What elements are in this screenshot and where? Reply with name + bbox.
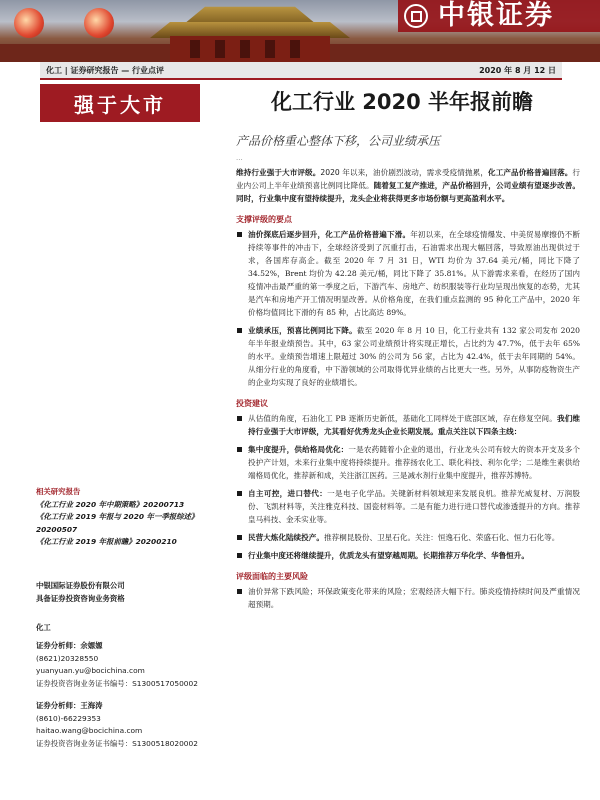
rating-badge: 强于大市: [40, 84, 200, 122]
advice-item: [236, 487, 580, 526]
advice-item: [236, 531, 580, 544]
point-body: 年初以来，在全球疫情爆发、中美贸易摩擦仍不断持续等事件的冲击下，全球经济受到了沉重打击，石油需求出现大幅回落，导致原油出现供过于求，各国库存高企。截至 2020 年 7 月 31 日，WTI 均价为 37.64 美元/桶，同比下降了 34.52%，Brent 均价为 42.28 美元/桶，同比下降了 35.81%。从下游需求来看，在经历了国内疫情冲击最严重的第一季度之后，下游汽车、房地产、纺织服装等行业均呈现出恢复的态势，尤其是汽车和房地产开工情况明显改善。从价格角度，在我们重点监测的 95 种化工产品中，2020 年价格均值同比下滑的有 85 种，占比高达 89%。: [248, 230, 580, 317]
advice-item: [236, 443, 580, 482]
report-subtitle: 产品价格重心整体下移，公司业绩承压: [236, 134, 441, 148]
company-qualification: 具备证券投资咨询业务资格: [36, 593, 125, 603]
advice-head: 集中度提升，供给格局优化：: [248, 445, 349, 454]
analyst-cert: 证券投资咨询业务证书编号：S1300517050002: [36, 678, 198, 688]
advice-head: 自主可控，进口替代：: [248, 489, 328, 498]
report-category: 化工 | 证券研究报告 — 行业点评: [46, 65, 165, 75]
divider-dots: ···: [236, 156, 243, 164]
section-title-risk: 评级面临的主要风险: [236, 572, 308, 581]
company-name: 中银国际证券股份有限公司: [36, 581, 125, 590]
lantern-decoration: [14, 8, 44, 38]
advice-body: 一是农药随着小企业的退出，行业龙头公司有较大的资本开支及多个投护产计划，未来行业集中度将持续提升。推荐扬农化工、联化科技、利尔化学；二是维生素供给端格局优化，推荐新和成，关注浙江医药。三是减水剂行业集中度提升，推荐苏博特。: [248, 445, 581, 480]
report-date: 2020 年 8 月 12 日: [479, 65, 556, 75]
advice-body: 从估值的角度，石油化工 PB 逐渐历史新低，基础化工同样处于底部区域，存在修复空间。: [248, 414, 557, 423]
point-head: 油价探底后逐步回升，化工产品价格普遍下滑。: [248, 230, 411, 239]
bank-logo-icon: [404, 4, 428, 28]
analyst-phone: (8610)-66229353: [36, 713, 101, 723]
analyst-card: [36, 700, 232, 750]
summary-text-2: 行业内公司上半年业绩预喜比例同比降低。: [236, 168, 581, 190]
lantern-decoration: [84, 8, 114, 38]
advice-item: [236, 412, 580, 438]
advice-head: 民营大炼化陆续投产。: [248, 533, 324, 542]
analyst-email[interactable]: haitao.wang@bocichina.com: [36, 726, 143, 735]
analyst-email[interactable]: yuanyuan.yu@bocichina.com: [36, 666, 145, 675]
analyst-phone: (8621)20328550: [36, 653, 99, 663]
point-item: [236, 228, 580, 319]
summary-bold-3: 随着复工复产推进，产品价格回升，公司业绩有望逐步改善。同时，行业集中度有望持续提升，龙头企业将获得更多市场份额与更高盈利水平。: [236, 181, 581, 203]
related-reports-title: 相关研究报告: [36, 487, 81, 496]
section-title-advice: 投资建议: [236, 399, 268, 408]
header-banner: [0, 0, 600, 62]
advice-body: 一是电子化学品。关键新材料领域迎来发展良机。推荐光威复材、万润股份、飞凯材料等，关注雅克科技、国瓷材料等。二是有能力进行进口替代或渗透提升的方向。推荐皇马科技、金禾实业等。: [248, 489, 580, 524]
risk-item: [236, 585, 580, 611]
advice-head: 行业集中度还将继续提升，优质龙头有望穿越周期。长期推荐万华化学、华鲁恒升。: [248, 551, 529, 560]
sector-name: 化工: [36, 623, 51, 632]
analyst-cert: 证券投资咨询业务证书编号：S1300518020002: [36, 738, 198, 748]
hall-window: [240, 40, 250, 58]
summary-paragraph: [236, 166, 580, 205]
hall-window: [190, 40, 200, 58]
company-info: [36, 580, 232, 605]
point-item: [236, 324, 580, 389]
analyst-name: 证券分析师：余嫄嫄: [36, 641, 103, 650]
brand-block: [398, 0, 600, 32]
report-category-bar: [40, 62, 562, 80]
point-head: 业绩承压，预喜比例同比下降。: [248, 326, 357, 335]
point-body: 截至 2020 年 8 月 10 日，化工行业共有 132 家公司发布 2020 年半年报业绩预告。其中，63 家公司业绩预计将实现正增长，占比约为 47.7%，低于去年 65% 的水平。业绩预告增速上限超过 30% 的公司为 56 家，占比为 42.4%，低于去年同期的 54%。从细分行业的角度看，中下游领域的公司取得优异业绩的占比更大一些。另外，从事防疫物资生产的企业均实现了良好的业绩增长。: [248, 326, 580, 387]
related-report-link[interactable]: 《化工行业 2020 年中期策略》20200713: [36, 499, 185, 509]
summary-lead: 维持行业强于大市评级。: [236, 168, 321, 177]
section-title-points: 支撑评级的要点: [236, 215, 292, 224]
related-report-link[interactable]: 《化工行业 2019 年报前瞻》20200210: [36, 537, 177, 546]
hall-window: [215, 40, 225, 58]
related-reports: [36, 486, 232, 549]
hall-window: [265, 40, 275, 58]
advice-tail: 我们维持行业强于大市评级，尤其看好优秀龙头企业长期发展。重点关注以下四条主线：: [248, 414, 581, 436]
main-content: [236, 166, 580, 616]
analyst-card: [36, 640, 232, 690]
brand-name: 中银证券: [438, 0, 554, 31]
report-title: 化工行业 2020 半年报前瞻: [270, 90, 534, 114]
advice-item: [236, 549, 580, 562]
summary-text-1: 2020 年以来，油价剧烈波动，需求受疫情抛累，: [320, 168, 489, 177]
hall-window: [290, 40, 300, 58]
summary-bold-2: 化工产品价格普遍回落。: [488, 168, 573, 177]
risk-body: 油价异常下跌风险；环保政策变化带来的风险；宏观经济大幅下行。肺炎疫情持续时间及严重情况超预期。: [248, 587, 580, 609]
sector-label: [36, 622, 232, 635]
related-report-link[interactable]: 《化工行业 2019 年报与 2020 年一季报综述》20200507: [36, 512, 199, 534]
advice-body: 推荐桐昆股份、卫星石化。关注：恒逸石化、荣盛石化、恒力石化等。: [323, 533, 560, 542]
analyst-name: 证券分析师：王海涛: [36, 701, 103, 710]
